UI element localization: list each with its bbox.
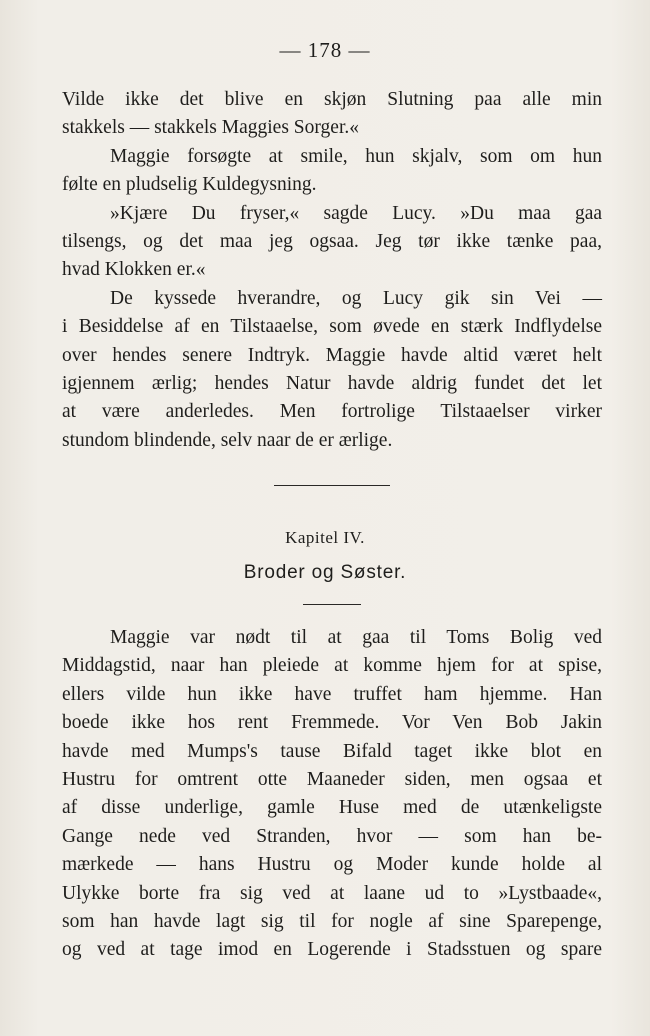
text-line: i Besiddelse af en Tilstaaelse, som øvede en stærk Indflydelse bbox=[62, 316, 602, 338]
text-block-top bbox=[62, 86, 602, 455]
text-line: »Kjære Du fryser,« sagde Lucy. »Du maa gaa bbox=[110, 202, 602, 224]
text-line: Maggie forsøgte at smile, hun skjalv, som om hun bbox=[110, 145, 602, 167]
text-line: havde med Mumps's tause Bifald taget ikke blot en bbox=[62, 740, 602, 762]
text-line: Middagstid, naar han pleiede at komme hjem for at spise, bbox=[62, 655, 602, 677]
text-line: og ved at tage imod en Logerende i Stadsstuen og spare bbox=[62, 939, 602, 961]
section-divider bbox=[274, 485, 390, 486]
text-line: De kyssede hverandre, og Lucy gik sin Vei — bbox=[110, 287, 602, 309]
text-line: følte en pludselig Kuldegysning. bbox=[62, 174, 317, 196]
text-line: som han havde lagt sig til for nogle af sine Sparepenge, bbox=[62, 910, 602, 932]
text-block-bottom bbox=[62, 624, 602, 965]
text-line: Ulykke borte fra sig ved at laane ud to »Lystbaade«, bbox=[62, 882, 602, 904]
text-line: over hendes senere Indtryk. Maggie havde altid været helt bbox=[62, 344, 602, 366]
text-line: boede ikke hos rent Fremmede. Vor Ven Bob Jakin bbox=[62, 712, 602, 734]
text-line: Vilde ikke det blive en skjøn Slutning paa alle min bbox=[62, 89, 602, 110]
chapter-label: Kapitel IV. bbox=[285, 528, 365, 547]
text-line: stundom blindende, selv naar de er ærlige. bbox=[62, 429, 393, 451]
text-line: ellers vilde hun ikke have truffet ham hjemme. Han bbox=[62, 683, 602, 705]
text-line: af disse underlige, gamle Huse med de utænkeligste bbox=[62, 797, 602, 819]
text-line: Hustru for omtrent otte Maaneder siden, men ogsaa et bbox=[62, 768, 602, 790]
text-line: Maggie var nødt til at gaa til Toms Bolig ved bbox=[110, 627, 602, 648]
text-line: igjennem ærlig; hendes Natur havde aldrig fundet det let bbox=[62, 372, 602, 394]
text-line: hvad Klokken er.« bbox=[62, 259, 206, 281]
chapter-divider bbox=[303, 604, 361, 605]
text-line: stakkels — stakkels Maggies Sorger.« bbox=[62, 117, 359, 139]
text-line: at være anderledes. Men fortrolige Tilstaaelser virker bbox=[62, 401, 602, 423]
text-line: Gange nede ved Stranden, hvor — som han be- bbox=[62, 825, 602, 847]
text-line: tilsengs, og det maa jeg ogsaa. Jeg tør ikke tænke paa, bbox=[62, 230, 602, 252]
page-number: — 178 — bbox=[279, 38, 371, 62]
text-line: mærkede — hans Hustru og Moder kunde holde al bbox=[62, 854, 602, 876]
chapter-title: Broder og Søster. bbox=[243, 562, 407, 583]
